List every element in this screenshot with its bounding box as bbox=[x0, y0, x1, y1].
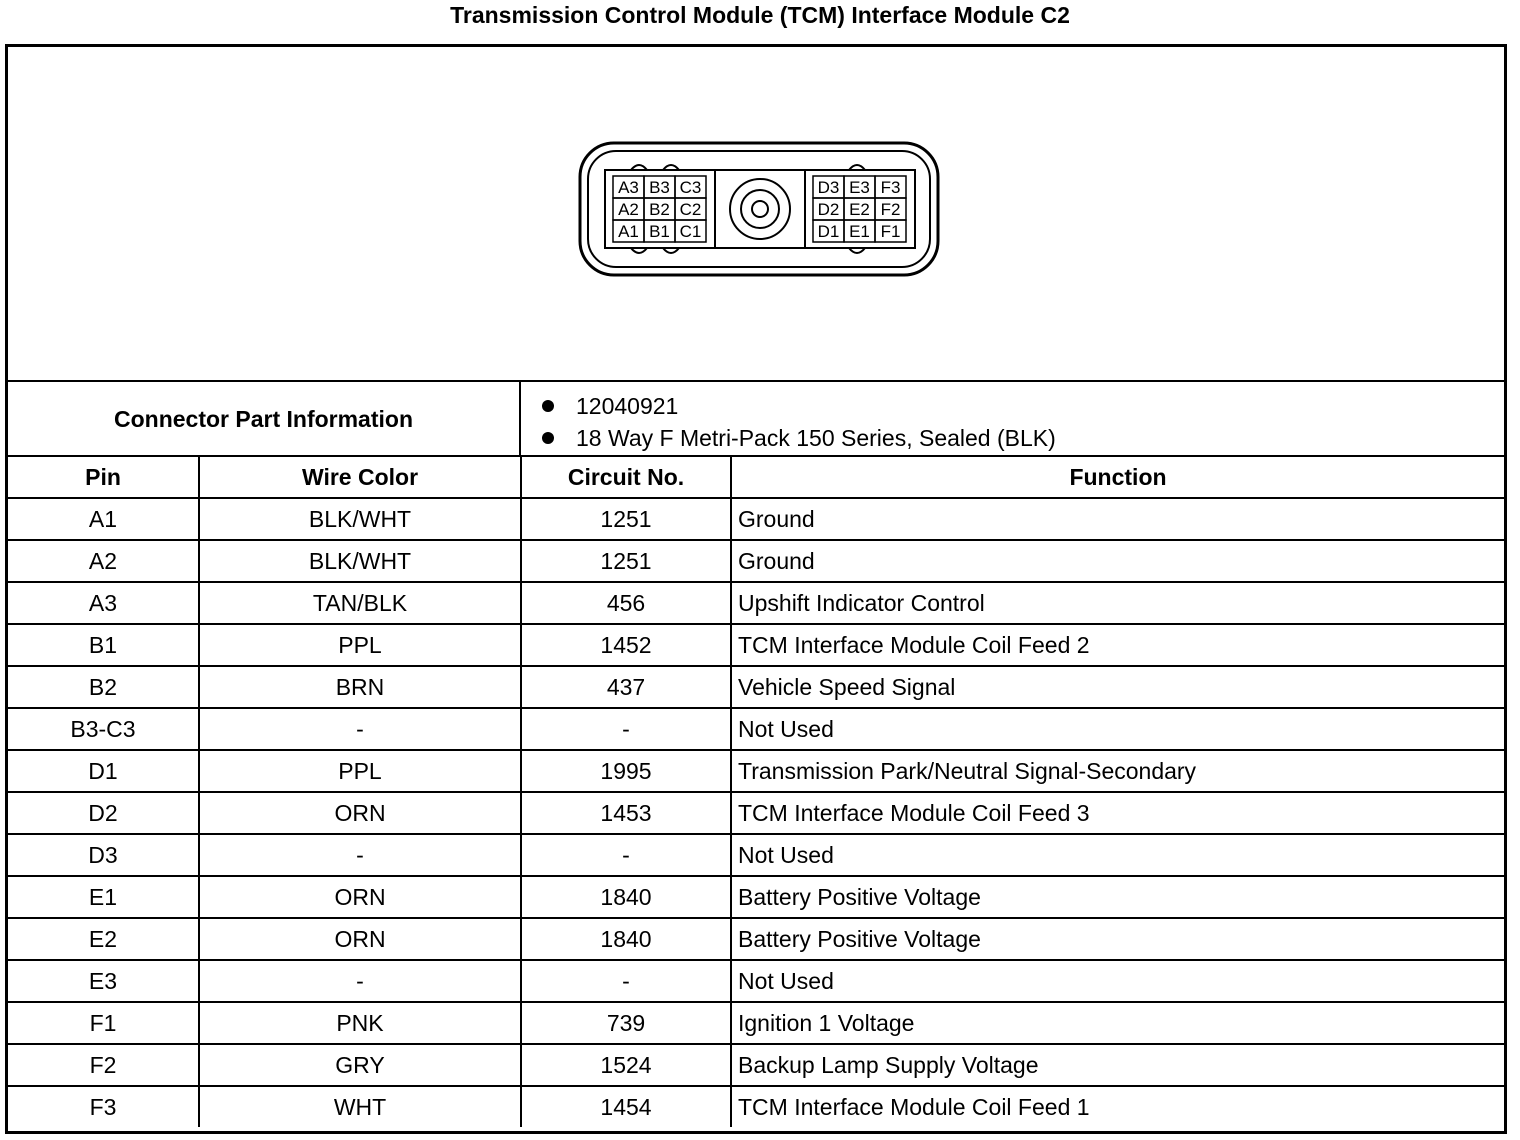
cell-wire-color: BRN bbox=[199, 666, 521, 708]
connector-part-information bbox=[8, 380, 1504, 456]
cell-function: Upshift Indicator Control bbox=[731, 582, 1504, 624]
page-title: Transmission Control Module (TCM) Interface Module C2 bbox=[450, 2, 1070, 28]
cell-circuit: - bbox=[521, 708, 731, 750]
cell-circuit: 1453 bbox=[521, 792, 731, 834]
cell-pin: B2 bbox=[8, 666, 199, 708]
table-row bbox=[8, 498, 1504, 540]
cell-wire-color: BLK/WHT bbox=[199, 498, 521, 540]
cell-function: Transmission Park/Neutral Signal-Secondary bbox=[731, 750, 1504, 792]
part-number: 12040921 bbox=[576, 393, 679, 419]
pin-label: C3 bbox=[679, 178, 702, 197]
cell-pin: B3-C3 bbox=[8, 708, 199, 750]
cell-function: Backup Lamp Supply Voltage bbox=[731, 1044, 1504, 1086]
cell-function: Ground bbox=[731, 498, 1504, 540]
cell-wire-color: PPL bbox=[199, 750, 521, 792]
table-row bbox=[8, 750, 1504, 792]
cell-function: Not Used bbox=[731, 960, 1504, 1002]
table-row bbox=[8, 918, 1504, 960]
cell-wire-color: BLK/WHT bbox=[199, 540, 521, 582]
cell-circuit: - bbox=[521, 834, 731, 876]
cell-pin: E3 bbox=[8, 960, 199, 1002]
cell-function: TCM Interface Module Coil Feed 1 bbox=[731, 1086, 1504, 1127]
connector-frame bbox=[5, 44, 1507, 1134]
cell-wire-color: ORN bbox=[199, 792, 521, 834]
cell-circuit: 437 bbox=[521, 666, 731, 708]
cell-circuit: 1251 bbox=[521, 498, 731, 540]
table-row bbox=[8, 960, 1504, 1002]
table-row bbox=[8, 792, 1504, 834]
cell-pin: F2 bbox=[8, 1044, 199, 1086]
cell-wire-color: ORN bbox=[199, 876, 521, 918]
header-function: Function bbox=[731, 456, 1504, 498]
cell-function: TCM Interface Module Coil Feed 2 bbox=[731, 624, 1504, 666]
connector-diagram bbox=[8, 47, 1504, 380]
table-row bbox=[8, 624, 1504, 666]
header-wire-color: Wire Color bbox=[199, 456, 521, 498]
pin-label: B3 bbox=[649, 178, 670, 197]
pin-label: A3 bbox=[618, 178, 639, 197]
pin-label: F2 bbox=[880, 200, 901, 219]
pin-label: D3 bbox=[817, 178, 840, 197]
connector-info-item bbox=[542, 422, 1056, 454]
cell-circuit: 1251 bbox=[521, 540, 731, 582]
pin-label: D2 bbox=[817, 200, 840, 219]
cell-function: TCM Interface Module Coil Feed 3 bbox=[731, 792, 1504, 834]
cell-circuit: 1995 bbox=[521, 750, 731, 792]
cell-wire-color: - bbox=[199, 708, 521, 750]
cell-wire-color: - bbox=[199, 960, 521, 1002]
cell-wire-color: WHT bbox=[199, 1086, 521, 1127]
cell-function: Battery Positive Voltage bbox=[731, 876, 1504, 918]
table-row bbox=[8, 1044, 1504, 1086]
cell-circuit: - bbox=[521, 960, 731, 1002]
connector-info-label: Connector Part Information bbox=[8, 382, 521, 456]
table-row bbox=[8, 834, 1504, 876]
cell-pin: D2 bbox=[8, 792, 199, 834]
table-header-row bbox=[8, 456, 1504, 498]
cell-circuit: 456 bbox=[521, 582, 731, 624]
cell-pin: D1 bbox=[8, 750, 199, 792]
table-row bbox=[8, 1002, 1504, 1044]
pin-label: E3 bbox=[849, 178, 870, 197]
pin-label: B2 bbox=[649, 200, 670, 219]
cell-function: Vehicle Speed Signal bbox=[731, 666, 1504, 708]
cell-pin: F1 bbox=[8, 1002, 199, 1044]
cell-function: Ignition 1 Voltage bbox=[731, 1002, 1504, 1044]
cell-circuit: 739 bbox=[521, 1002, 731, 1044]
cell-pin: E1 bbox=[8, 876, 199, 918]
cell-pin: F3 bbox=[8, 1086, 199, 1127]
pin-label: D1 bbox=[817, 222, 840, 241]
pin-label: A2 bbox=[618, 200, 639, 219]
cell-wire-color: TAN/BLK bbox=[199, 582, 521, 624]
cell-function: Not Used bbox=[731, 834, 1504, 876]
cell-wire-color: PNK bbox=[199, 1002, 521, 1044]
cell-function: Not Used bbox=[731, 708, 1504, 750]
cell-wire-color: GRY bbox=[199, 1044, 521, 1086]
cell-pin: E2 bbox=[8, 918, 199, 960]
bullet-icon bbox=[542, 432, 554, 444]
cell-function: Ground bbox=[731, 540, 1504, 582]
cell-pin: A3 bbox=[8, 582, 199, 624]
cell-circuit: 1840 bbox=[521, 918, 731, 960]
cell-pin: A2 bbox=[8, 540, 199, 582]
cell-function: Battery Positive Voltage bbox=[731, 918, 1504, 960]
connector-info-list bbox=[542, 390, 1056, 454]
table-row bbox=[8, 708, 1504, 750]
cell-pin: D3 bbox=[8, 834, 199, 876]
table-row bbox=[8, 582, 1504, 624]
cell-wire-color: ORN bbox=[199, 918, 521, 960]
pin-label: C1 bbox=[679, 222, 702, 241]
table-row bbox=[8, 540, 1504, 582]
cell-pin: B1 bbox=[8, 624, 199, 666]
left-pin-grid bbox=[613, 176, 706, 242]
header-pin: Pin bbox=[8, 456, 199, 498]
header-circuit: Circuit No. bbox=[521, 456, 731, 498]
right-pin-grid bbox=[813, 176, 906, 242]
cell-circuit: 1840 bbox=[521, 876, 731, 918]
pin-label: F3 bbox=[880, 178, 901, 197]
connector-description: 18 Way F Metri-Pack 150 Series, Sealed (BLK) bbox=[576, 425, 1056, 451]
pin-label: B1 bbox=[649, 222, 670, 241]
cell-wire-color: PPL bbox=[199, 624, 521, 666]
table-row bbox=[8, 666, 1504, 708]
pin-label: A1 bbox=[618, 222, 639, 241]
pin-label: E1 bbox=[849, 222, 870, 241]
pin-label: E2 bbox=[849, 200, 870, 219]
connector-info-item bbox=[542, 390, 1056, 422]
pin-label: F1 bbox=[880, 222, 901, 241]
pinout-table bbox=[8, 455, 1504, 1127]
connector-face-drawing bbox=[8, 47, 1504, 380]
pin-label: C2 bbox=[679, 200, 702, 219]
bullet-icon bbox=[542, 400, 554, 412]
cell-pin: A1 bbox=[8, 498, 199, 540]
cell-circuit: 1452 bbox=[521, 624, 731, 666]
table-row bbox=[8, 1086, 1504, 1127]
cell-circuit: 1524 bbox=[521, 1044, 731, 1086]
table-row bbox=[8, 876, 1504, 918]
cell-circuit: 1454 bbox=[521, 1086, 731, 1127]
cell-wire-color: - bbox=[199, 834, 521, 876]
